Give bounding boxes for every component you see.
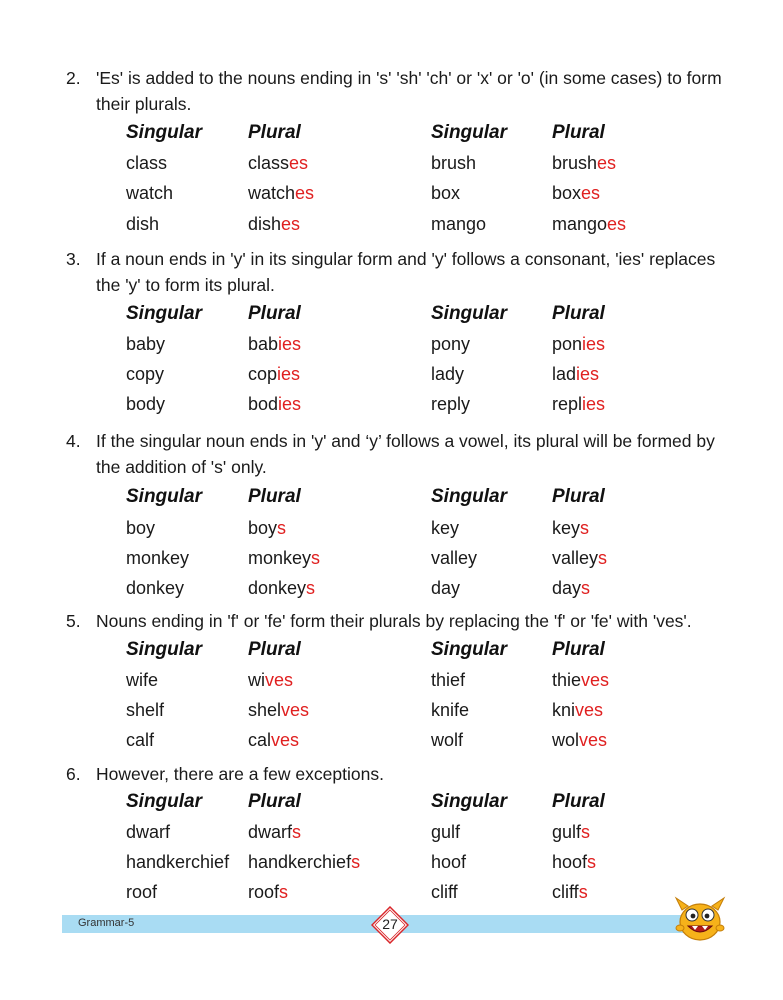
- plural-word: hoofs: [552, 852, 597, 872]
- singular-word: wife: [126, 670, 159, 690]
- singular-word: shelf: [126, 700, 165, 720]
- singular-word: monkey: [126, 548, 190, 568]
- table-header: [126, 122, 686, 146]
- table-header: [126, 791, 686, 815]
- header-plural: Plural: [248, 486, 301, 507]
- table-header: [126, 639, 686, 663]
- singular-word: day: [431, 578, 461, 598]
- singular-word: pony: [431, 334, 471, 354]
- table-header: [126, 486, 686, 510]
- table-row: [126, 670, 686, 694]
- plural-word: handkerchiefs: [248, 852, 361, 872]
- table-row: [126, 518, 686, 542]
- plural-word: copies: [248, 364, 301, 384]
- singular-word: valley: [431, 548, 478, 568]
- singular-word: lady: [431, 364, 465, 384]
- singular-word: box: [431, 183, 461, 203]
- singular-word: handkerchief: [126, 852, 230, 872]
- plural-word: boys: [248, 518, 287, 538]
- rule-6: [66, 761, 726, 787]
- table-row: [126, 578, 686, 602]
- header-singular: Singular: [431, 486, 508, 507]
- plural-word: days: [552, 578, 591, 598]
- header-plural: Plural: [552, 639, 605, 660]
- header-plural: Plural: [552, 303, 605, 324]
- singular-word: watch: [126, 183, 174, 203]
- header-singular: Singular: [126, 303, 203, 324]
- plural-word: dishes: [248, 214, 301, 234]
- plural-word: thieves: [552, 670, 610, 690]
- table-row: [126, 882, 686, 906]
- singular-word: roof: [126, 882, 158, 902]
- table-row: [126, 153, 686, 177]
- rule-3: [66, 246, 726, 298]
- plural-word: donkeys: [248, 578, 316, 598]
- table-row: [126, 394, 686, 418]
- rule-text: If a noun ends in 'y' in its singular form and 'y' follows a consonant, 'ies' replaces the 'y' to form its plural.: [96, 249, 716, 295]
- header-plural: Plural: [248, 791, 301, 812]
- table-row: [126, 852, 686, 876]
- table-row: [126, 364, 686, 388]
- plural-word: monkeys: [248, 548, 321, 568]
- table-row: [126, 548, 686, 572]
- rule-5: [66, 608, 726, 634]
- singular-word: copy: [126, 364, 165, 384]
- singular-word: body: [126, 394, 166, 414]
- singular-word: gulf: [431, 822, 461, 842]
- rule-number: 6.: [66, 764, 81, 784]
- plural-word: calves: [248, 730, 300, 750]
- plural-word: wives: [248, 670, 294, 690]
- plural-word: knives: [552, 700, 604, 720]
- rule-number: 5.: [66, 611, 81, 631]
- header-plural: Plural: [552, 791, 605, 812]
- plural-word: dwarfs: [248, 822, 302, 842]
- header-singular: Singular: [431, 303, 508, 324]
- singular-word: reply: [431, 394, 471, 414]
- plural-word: replies: [552, 394, 606, 414]
- header-singular: Singular: [126, 122, 203, 143]
- rule-text: If the singular noun ends in 'y' and ‘y’ follows a vowel, its plural will be formed by the addition of 's' only.: [96, 431, 715, 477]
- plural-word: valleys: [552, 548, 608, 568]
- rule-4: [66, 428, 726, 480]
- plural-word: shelves: [248, 700, 310, 720]
- singular-word: mango: [431, 214, 487, 234]
- table-row: [126, 730, 686, 754]
- plural-word: ponies: [552, 334, 606, 354]
- plural-word: keys: [552, 518, 590, 538]
- rule-2: [66, 65, 726, 117]
- plural-word: ladies: [552, 364, 600, 384]
- plural-word: mangoes: [552, 214, 627, 234]
- table-row: [126, 183, 686, 207]
- singular-word: cliff: [431, 882, 458, 902]
- table-row: [126, 700, 686, 724]
- page-number: 27: [382, 916, 398, 932]
- book-title: Grammar-5: [78, 917, 135, 929]
- singular-word: knife: [431, 700, 470, 720]
- header-plural: Plural: [248, 303, 301, 324]
- singular-word: brush: [431, 153, 477, 173]
- header-singular: Singular: [431, 639, 508, 660]
- page-number-badge: [371, 906, 409, 944]
- header-plural: Plural: [552, 486, 605, 507]
- header-plural: Plural: [552, 122, 605, 143]
- monster-mascot-icon: [672, 892, 728, 942]
- singular-word: donkey: [126, 578, 185, 598]
- plural-word: brushes: [552, 153, 617, 173]
- rule-text: Nouns ending in 'f' or 'fe' form their plurals by replacing the 'f' or 'fe' with 'ves'.: [96, 611, 692, 631]
- singular-word: class: [126, 153, 168, 173]
- singular-word: dwarf: [126, 822, 171, 842]
- singular-word: wolf: [431, 730, 464, 750]
- singular-word: boy: [126, 518, 156, 538]
- header-singular: Singular: [126, 639, 203, 660]
- plural-word: bodies: [248, 394, 302, 414]
- rule-text: 'Es' is added to the nouns ending in 's' 'sh' 'ch' or 'x' or 'o' (in some cases) to form their plurals.: [96, 68, 722, 114]
- rule-number: 4.: [66, 431, 81, 451]
- header-plural: Plural: [248, 639, 301, 660]
- plural-word: gulfs: [552, 822, 591, 842]
- header-singular: Singular: [431, 791, 508, 812]
- plural-word: babies: [248, 334, 302, 354]
- rule-number: 2.: [66, 68, 81, 88]
- singular-word: hoof: [431, 852, 467, 872]
- plural-word: cliffs: [552, 882, 588, 902]
- singular-word: key: [431, 518, 460, 538]
- table-row: [126, 822, 686, 846]
- singular-word: baby: [126, 334, 166, 354]
- table-row: [126, 214, 686, 238]
- plural-word: roofs: [248, 882, 289, 902]
- rule-number: 3.: [66, 249, 81, 269]
- plural-word: boxes: [552, 183, 601, 203]
- singular-word: calf: [126, 730, 155, 750]
- plural-word: watches: [248, 183, 315, 203]
- rule-text: However, there are a few exceptions.: [96, 764, 384, 784]
- header-singular: Singular: [126, 791, 203, 812]
- singular-word: thief: [431, 670, 466, 690]
- plural-word: wolves: [552, 730, 608, 750]
- header-singular: Singular: [126, 486, 203, 507]
- plural-word: classes: [248, 153, 309, 173]
- table-row: [126, 334, 686, 358]
- table-header: [126, 303, 686, 327]
- singular-word: dish: [126, 214, 160, 234]
- header-singular: Singular: [431, 122, 508, 143]
- header-plural: Plural: [248, 122, 301, 143]
